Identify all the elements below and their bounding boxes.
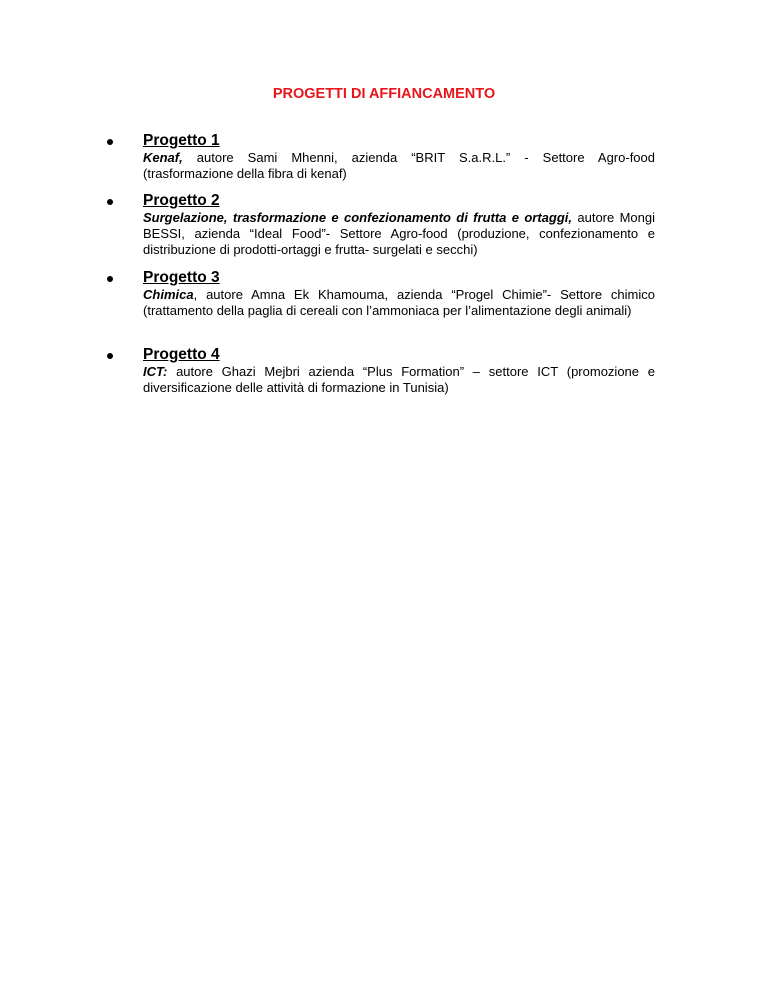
- project-description: [143, 210, 655, 258]
- project-heading: Progetto 2: [143, 192, 220, 209]
- project-heading: Progetto 1: [143, 132, 220, 149]
- project-description: [143, 287, 655, 319]
- project-description: [143, 364, 655, 396]
- bullet-icon: [107, 276, 113, 282]
- project-heading: Progetto 4: [143, 346, 220, 363]
- project-text: autore Mongi BESSI, azienda “Ideal Food”- Settore Agro-food (produzione, confezionamento e distribuzione di prodotti-ortaggi e frutta- surgelati e secchi): [143, 210, 656, 257]
- page-title: PROGETTI DI AFFIANCAMENTO: [272, 86, 496, 102]
- project-text: , autore Amna Ek Khamouma, azienda “Progel Chimie”- Settore chimico (trattamento della paglia di cereali con l’ammoniaca per l’alimentazione degli animali): [143, 287, 655, 318]
- bullet-icon: [107, 353, 113, 359]
- bullet-icon: [107, 139, 113, 145]
- project-term: Kenaf,: [143, 150, 183, 165]
- project-text: autore Ghazi Mejbri azienda “Plus Formation” – settore ICT (promozione e diversificazione delle attività di formazione in Tunisia): [143, 364, 655, 395]
- project-description: [143, 150, 655, 182]
- project-term: ICT:: [143, 364, 168, 379]
- project-text: autore Sami Mhenni, azienda “BRIT S.a.R.L.” - Settore Agro-food (trasformazione della fibra di kenaf): [143, 150, 655, 181]
- bullet-icon: [107, 199, 113, 205]
- project-term: Surgelazione, trasformazione e confezionamento di frutta e ortaggi,: [143, 210, 573, 225]
- project-term: Chimica: [143, 287, 194, 302]
- project-heading: Progetto 3: [143, 269, 220, 286]
